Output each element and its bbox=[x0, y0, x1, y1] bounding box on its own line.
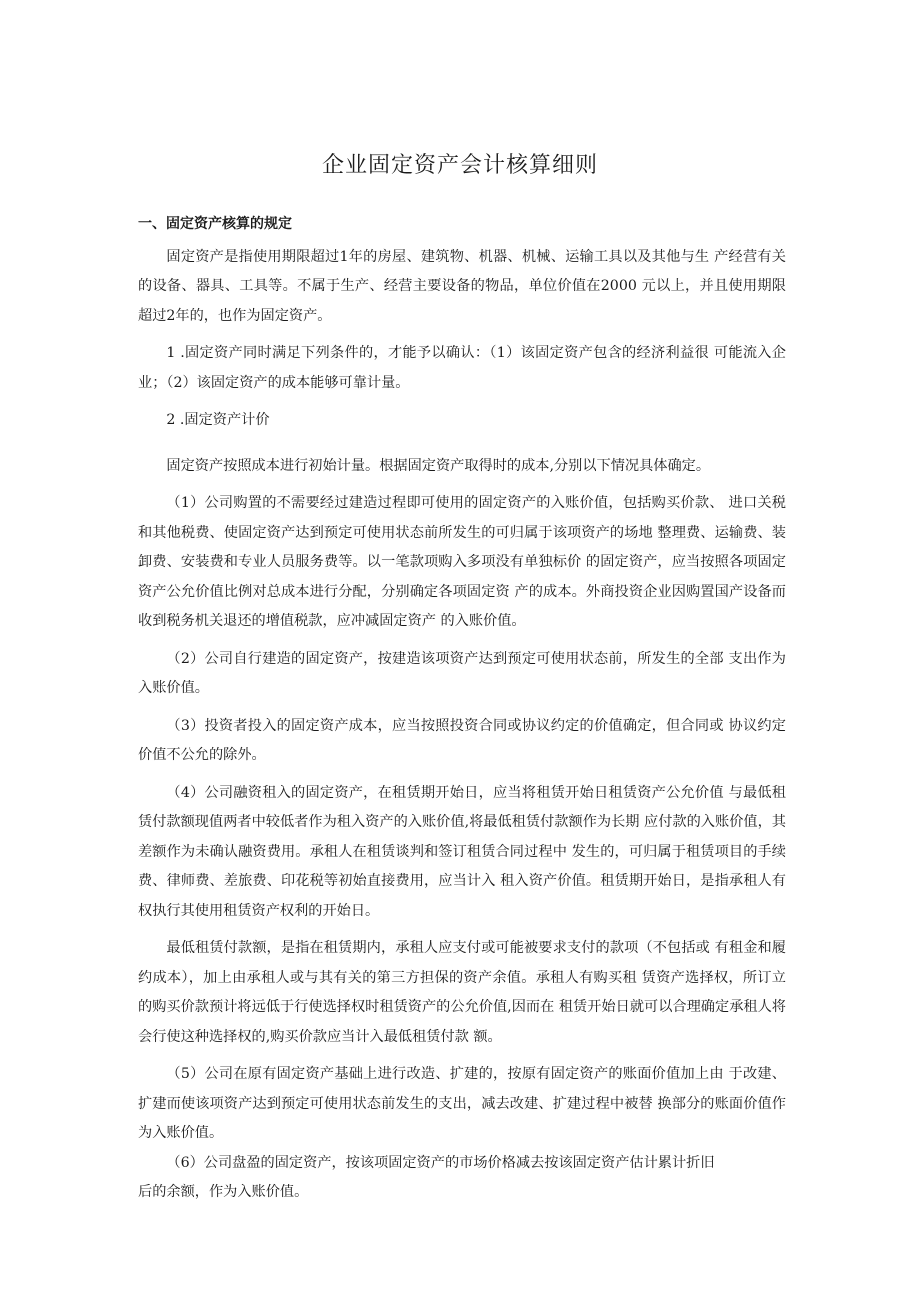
page-title: 企业固定资产会计核算细则 bbox=[321, 153, 598, 178]
paragraph-intro: 固定资产是指使用期限超过1年的房屋、建筑物、机器、机械、运输工具以及其他与生 产经营有关的设备、器具、工具等。不属于生产、经营主要设备的物品，单位价值在2000 元以上，并且使用期限超过2年的，也作为固定资产。 bbox=[138, 248, 786, 324]
paragraph-min-lease-payment: 最低租赁付款额，是指在租赁期内，承租人应支付或可能被要求支付的款项（不包括或 有租金和履约成本），加上由承租人或与其有关的第三方担保的资产余值。承租人有购买租 赁资产选择权，所订立的购买价款预计将远低于行使选择权时租赁资产的公允价值,因而在 租赁开始日就可以合理确定承租人将会行使这种选择权的,购买价款应当计入最低租赁付款 额。 bbox=[138, 940, 786, 1045]
paragraph-pricing-intro: 固定资产按照成本进行初始计量。根据固定资产取得时的成本,分别以下情况具体确定。 bbox=[166, 457, 711, 474]
paragraph-pricing-2: （2）公司自行建造的固定资产，按建造该项资产达到预定可使用状态前，所发生的全部 支出作为入账价值。 bbox=[138, 650, 786, 696]
paragraph-pricing-5: （5）公司在原有固定资产基础上进行改造、扩建的，按原有固定资产的账面价值加上由 于改建、扩建而使该项资产达到预定可使用状态前发生的支出，减去改建、扩建过程中被替 换部分的账面价值作为入账价值。 bbox=[138, 1066, 786, 1141]
paragraph-pricing-4: （4）公司融资租入的固定资产，在租赁期开始日，应当将租赁开始日租赁资产公允价值 与最低租赁付款额现值两者中较低者作为租入资产的入账价值,将最低租赁付款额作为长期 应付款的入账价值，其差额作为未确认融资费用。承租人在租赁谈判和签订租赁合同过程中 发生的，可归属于租赁项目的手续费、律师费、差旅费、印花税等初始直接费用，应当计入 租入资产价值。租赁期开始日，是指承租人有权执行其使用租赁资产权利的开始日。 bbox=[138, 784, 786, 919]
paragraph-pricing-1: （1）公司购置的不需要经过建造过程即可使用的固定资产的入账价值，包括购买价款、 进口关税和其他税费、使固定资产达到预定可使用状态前所发生的可归属于该项资产的场地 整理费、运输费、装卸费、安装费和专业人员服务费等。以一笔款项购入多项没有单独标价 的固定资产，应当按照各项固定资产公允价值比例对总成本进行分配，分别确定各项固定资 产的成本。外商投资企业因购置国产设备而收到税务机关退还的增值税款，应冲减固定资产 的入账价值。 bbox=[138, 495, 786, 629]
paragraph-pricing-6a: （6）公司盘盈的固定资产，按该项固定资产的市场价格减去按该固定资产估计累计折旧 bbox=[166, 1154, 715, 1171]
paragraph-pricing-6b: 后的余额，作为入账价值。 bbox=[138, 1184, 309, 1200]
paragraph-item-1: 1 .固定资产同时满足下列条件的，才能予以确认：（1）该固定资产包含的经济利益很 可能流入企业；（2）该固定资产的成本能够可靠计量。 bbox=[138, 345, 786, 391]
paragraph-item-2: 2 .固定资产计价 bbox=[166, 412, 270, 428]
section-heading: 一、固定资产核算的规定 bbox=[138, 216, 292, 232]
paragraph-pricing-3: （3）投资者投入的固定资产成本，应当按照投资合同或协议约定的价值确定，但合同或 协议约定价值不公允的除外。 bbox=[138, 717, 786, 763]
document-body bbox=[138, 210, 786, 1208]
